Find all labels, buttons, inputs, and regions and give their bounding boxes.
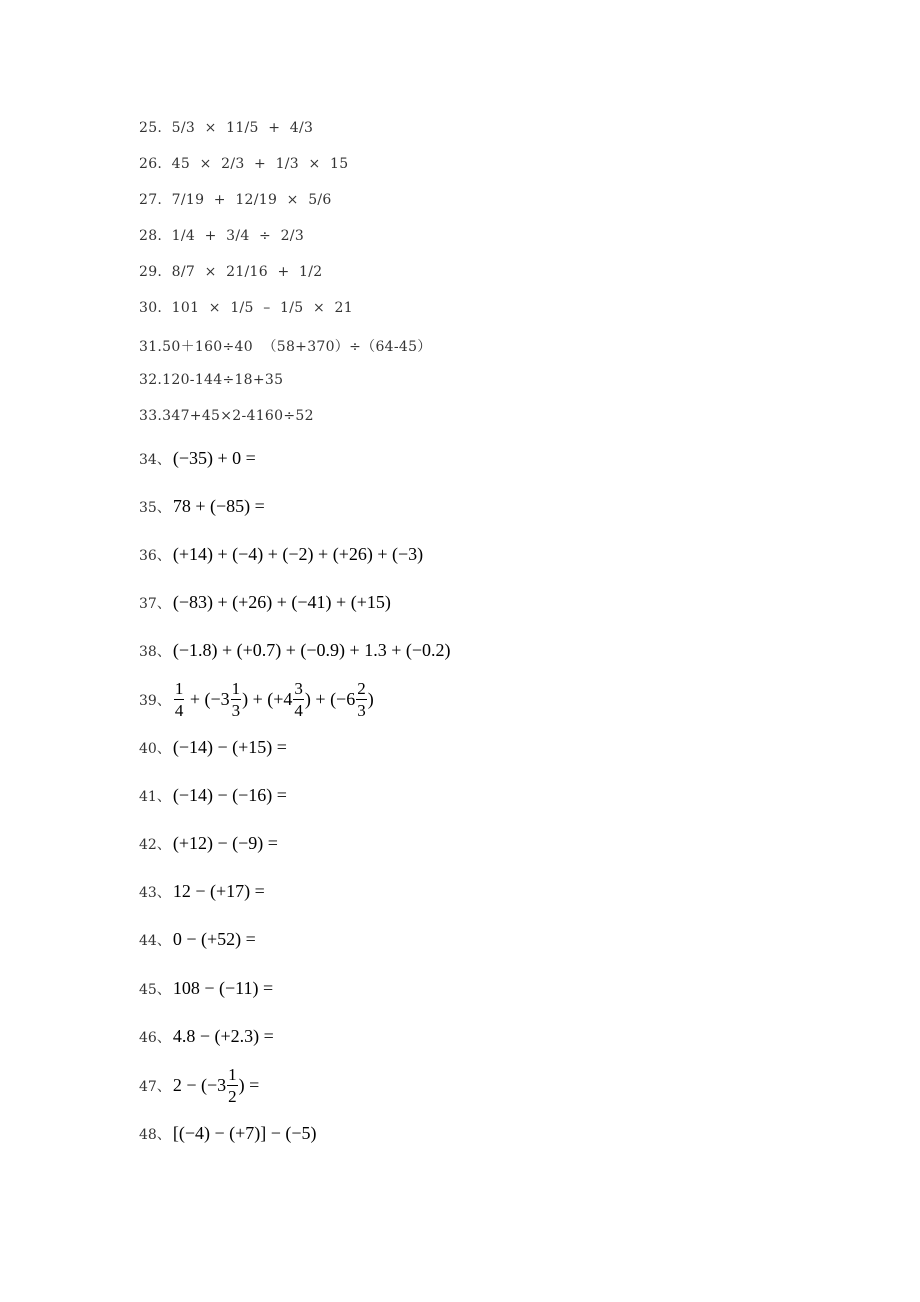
problem-expression: [(−4) − (+7)] − (−5)	[172, 1123, 317, 1143]
problem-number: 35、	[139, 499, 171, 516]
problem-number: 45、	[139, 981, 171, 998]
problem-37	[139, 592, 391, 613]
problem-number: 48、	[139, 1126, 171, 1143]
problem-36	[139, 544, 423, 565]
problem-number: 36、	[139, 547, 171, 564]
problem-41	[139, 785, 287, 806]
fraction: $\frac{2}{3}$	[357, 679, 366, 720]
problem-number: 41、	[139, 788, 171, 805]
problem-number: 34、	[139, 451, 171, 468]
problem-47	[139, 1066, 259, 1105]
fraction: $\frac{1}{3}$	[231, 679, 241, 720]
problem-expression: (−1.8) + (+0.7) + (−0.9) + 1.3 + (−0.2)	[172, 640, 451, 660]
problem-number: 42、	[139, 836, 171, 853]
problem-48	[139, 1123, 317, 1144]
problem-expression: (−14) − (−16) =	[172, 785, 287, 805]
problem-32: 32.120-144÷18+35	[139, 372, 284, 388]
fraction: $\frac{1}{4}$	[174, 679, 184, 720]
problem-expression: 0 − (+52) =	[172, 929, 256, 949]
fraction: $\frac{3}{4}$	[294, 679, 303, 720]
problem-26: 26. 45 × 2/3 + 1/3 × 15	[139, 156, 349, 172]
problem-35	[139, 496, 265, 517]
problem-40	[139, 737, 287, 758]
problem-number: 39、	[139, 692, 171, 709]
problem-number: 44、	[139, 932, 171, 949]
problem-44	[139, 929, 256, 950]
problem-43	[139, 881, 265, 902]
problem-45	[139, 978, 273, 999]
problem-number: 40、	[139, 740, 171, 757]
problem-expression: (−35) + 0 =	[172, 448, 256, 468]
problem-expression: 4.8 − (+2.3) =	[172, 1026, 274, 1046]
problem-expression: 108 − (−11) =	[172, 978, 274, 998]
problem-number: 46、	[139, 1029, 171, 1046]
problem-number: 47、	[139, 1078, 171, 1095]
problem-42	[139, 833, 278, 854]
problem-expression: 12 − (+17) =	[172, 881, 265, 901]
problem-39	[139, 680, 374, 719]
problem-30: 30. 101 × 1/5 – 1/5 × 21	[139, 300, 353, 316]
problem-46	[139, 1026, 274, 1047]
problem-expression: $\frac{1}{4}$ + (−3 $\frac{1}{3}$ ) + (+4 $\frac{3}{4}$ ) + (−6 $\frac{2}{3}$ )	[174, 679, 374, 720]
problem-38	[139, 640, 451, 661]
problem-27: 27. 7/19 + 12/19 × 5/6	[139, 192, 332, 208]
problem-number: 37、	[139, 595, 171, 612]
fraction: $\frac{1}{2}$	[228, 1065, 237, 1106]
problem-expression: (+12) − (−9) =	[172, 833, 278, 853]
problem-expression: 2 − (−3 $\frac{1}{2}$ ) =	[172, 1065, 260, 1106]
problem-29: 29. 8/7 × 21/16 + 1/2	[139, 264, 323, 280]
problem-expression: (−83) + (+26) + (−41) + (+15)	[172, 592, 391, 612]
problem-28: 28. 1/4 + 3/4 ÷ 2/3	[139, 228, 305, 244]
problem-expression: 78 + (−85) =	[172, 496, 265, 516]
problem-number: 43、	[139, 884, 171, 901]
problem-34	[139, 448, 256, 469]
problem-31: 31.50＋160÷40 （58+370）÷（64-45）	[139, 339, 432, 355]
problem-number: 38、	[139, 643, 171, 660]
problem-expression: (−14) − (+15) =	[172, 737, 287, 757]
problem-33: 33.347+45×2-4160÷52	[139, 408, 314, 424]
problem-expression: (+14) + (−4) + (−2) + (+26) + (−3)	[172, 544, 424, 564]
problem-25: 25. 5/3 × 11/5 + 4/3	[139, 120, 314, 136]
